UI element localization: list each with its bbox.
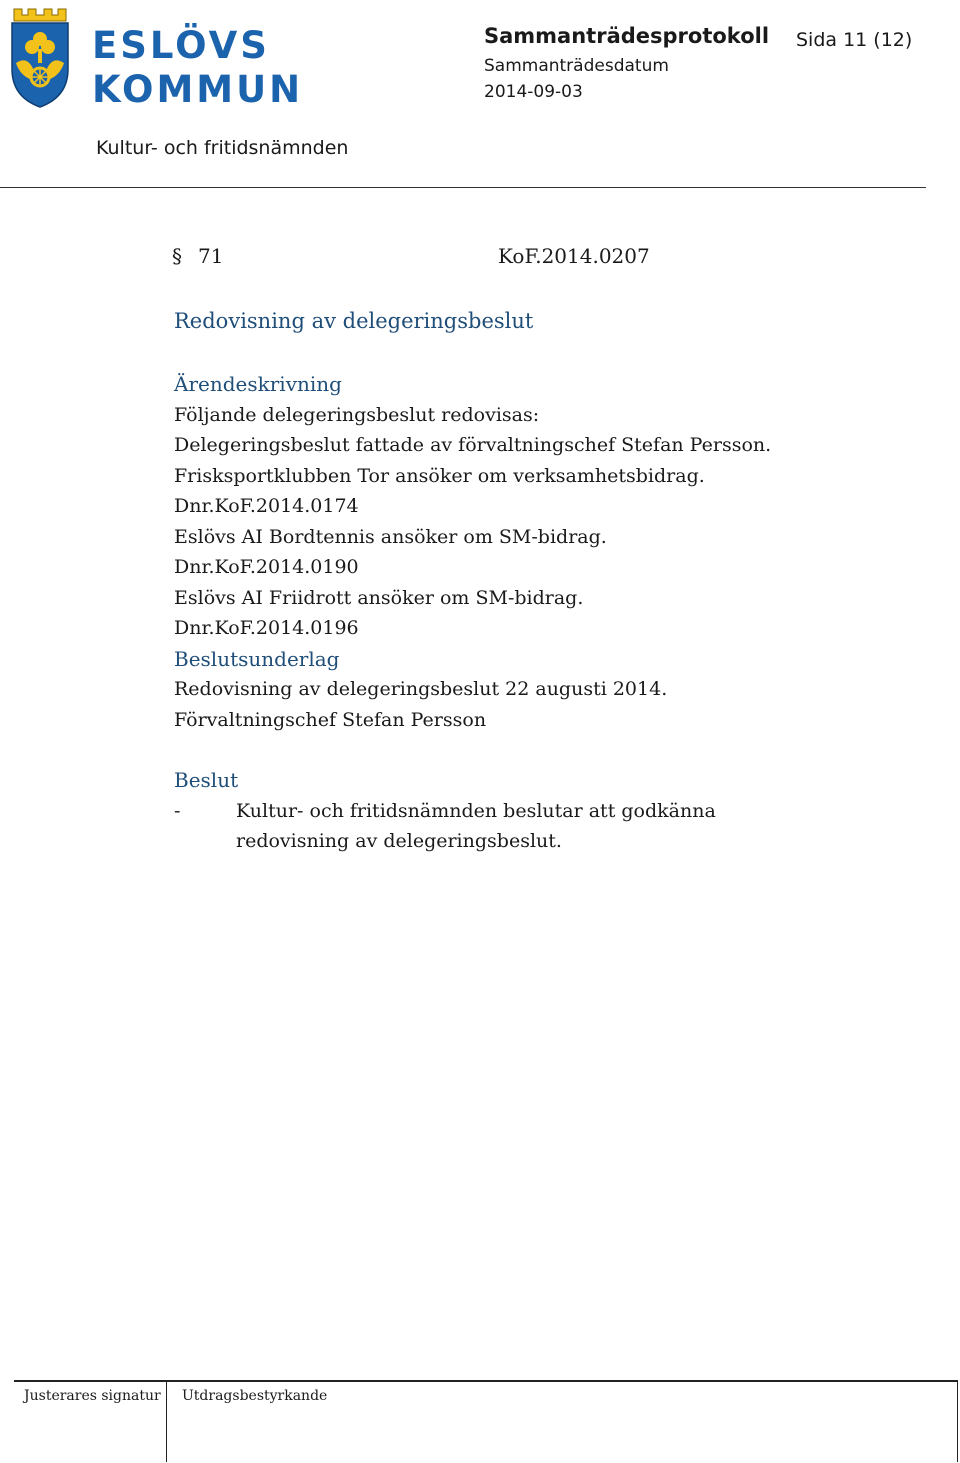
description-line: Följande delegeringsbeslut redovisas: bbox=[174, 403, 540, 426]
description-line: Delegeringsbeslut fattade av förvaltningschef Stefan Persson. bbox=[174, 434, 772, 456]
header-divider bbox=[0, 187, 926, 188]
description-line: Dnr.KoF.2014.0174 bbox=[174, 495, 359, 517]
basis-line: Förvaltningschef Stefan Persson bbox=[174, 708, 487, 731]
footer-divider bbox=[14, 1380, 958, 1382]
footer-cell-divider bbox=[166, 1380, 167, 1462]
signature-label: Justerares signatur bbox=[24, 1388, 161, 1404]
description-heading: Ärendeskrivning bbox=[174, 372, 342, 396]
paragraph-line bbox=[172, 244, 650, 268]
decision-item bbox=[174, 796, 874, 857]
document-type-title: Sammanträdesprotokoll bbox=[484, 24, 770, 48]
description-line: Eslövs AI Friidrott ansöker om SM-bidrag. bbox=[174, 586, 584, 609]
wordmark-line-2: KOMMUN bbox=[92, 68, 304, 111]
decision-bullet: - bbox=[174, 799, 181, 822]
description-line: Dnr.KoF.2014.0190 bbox=[174, 556, 359, 578]
meeting-date: 2014-09-03 bbox=[484, 82, 583, 102]
item-title: Redovisning av delegeringsbeslut bbox=[174, 309, 534, 333]
committee-name: Kultur- och fritidsnämnden bbox=[96, 137, 349, 159]
description-line: Frisksportklubben Tor ansöker om verksamhetsbidrag. bbox=[174, 464, 705, 487]
basis-heading: Beslutsunderlag bbox=[174, 646, 340, 671]
meeting-date-label: Sammanträdesdatum bbox=[484, 56, 669, 76]
decision-text-line-2: redovisning av delegeringsbeslut. bbox=[236, 830, 562, 852]
decision-heading: Beslut bbox=[174, 768, 239, 792]
spacer bbox=[174, 735, 874, 765]
basis-line: Redovisning av delegeringsbeslut 22 augusti 2014. bbox=[174, 678, 668, 700]
municipality-wordmark bbox=[92, 24, 303, 112]
extract-certification-label: Utdragsbestyrkande bbox=[182, 1388, 328, 1404]
wordmark-line-1: ESLÖVS bbox=[92, 24, 270, 67]
description-line: Eslövs AI Bordtennis ansöker om SM-bidrag. bbox=[174, 525, 607, 548]
municipal-coat-of-arms-logo bbox=[8, 5, 72, 109]
document-body bbox=[174, 369, 874, 857]
case-reference: KoF.2014.0207 bbox=[498, 244, 650, 268]
paragraph-number: 71 bbox=[198, 244, 224, 268]
decision-text-line-1: Kultur- och fritidsnämnden beslutar att godkänna bbox=[236, 799, 716, 822]
footer-cell-divider bbox=[957, 1380, 958, 1462]
page-number: Sida 11 (12) bbox=[796, 29, 913, 51]
description-line: Dnr.KoF.2014.0196 bbox=[174, 617, 359, 639]
paragraph-symbol: § bbox=[172, 244, 182, 268]
